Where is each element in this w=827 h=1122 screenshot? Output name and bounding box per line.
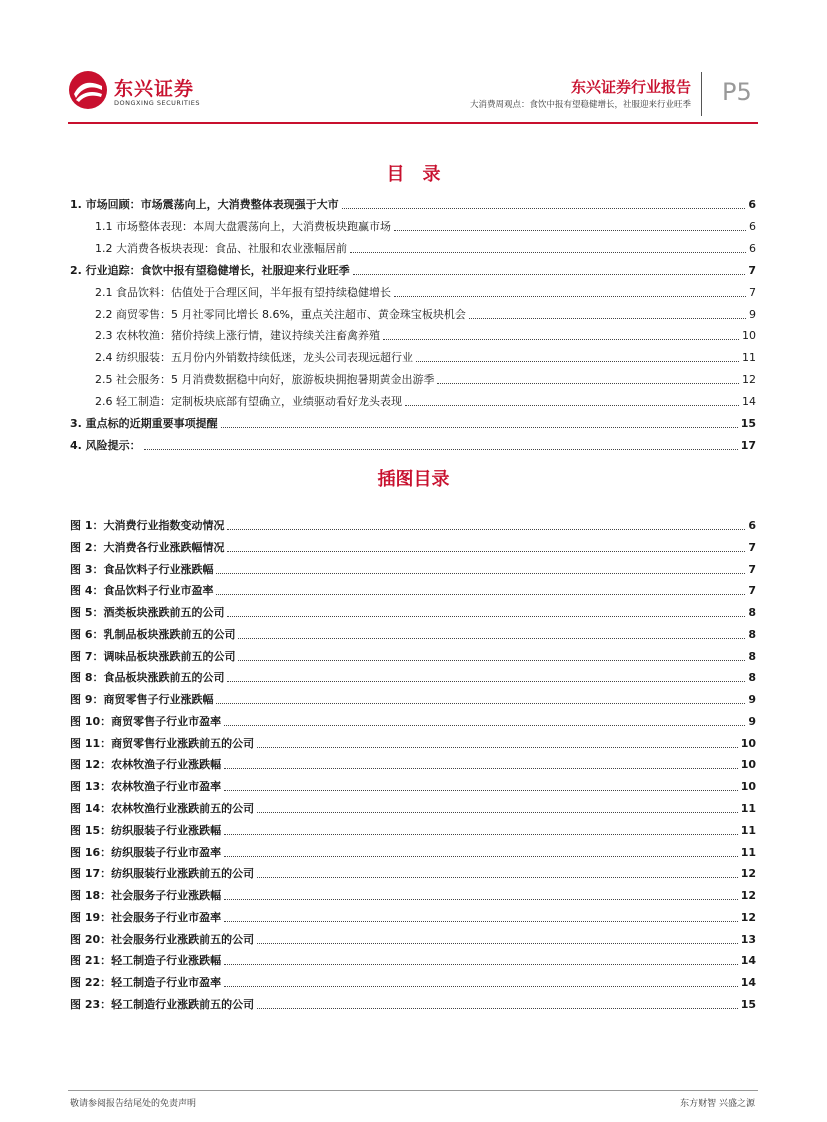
figure-entry[interactable] <box>70 844 756 860</box>
dot-leader <box>216 594 745 595</box>
toc-entry-label: 2.5 社会服务：5 月消费数据稳中向好，旅游板块拥抱暑期黄金出游季 <box>95 373 435 387</box>
dot-leader <box>394 296 746 297</box>
figure-entry-page: 8 <box>748 649 756 663</box>
figure-entry-label: 图 15：纺织服装子行业涨跌幅 <box>70 823 222 837</box>
toc-entry[interactable] <box>95 393 756 409</box>
toc-entry[interactable] <box>95 306 756 322</box>
figure-entry-page: 8 <box>748 627 756 641</box>
dot-leader <box>416 361 739 362</box>
toc-entry-label: 4. 风险提示： <box>70 438 141 452</box>
figure-entry-label: 图 12：农林牧渔子行业涨跌幅 <box>70 758 222 772</box>
figure-entry-page: 9 <box>748 693 756 707</box>
figure-entry-label: 图 9：商贸零售子行业涨跌幅 <box>70 693 214 707</box>
footer-rule <box>68 1090 758 1091</box>
dot-leader <box>144 449 738 450</box>
figure-entry-page: 12 <box>740 889 756 903</box>
dot-leader <box>224 790 738 791</box>
dot-leader <box>216 573 745 574</box>
figure-entry-page: 14 <box>740 954 756 968</box>
figure-entry[interactable] <box>70 517 756 533</box>
figure-entry-label: 图 17：纺织服装行业涨跌前五的公司 <box>70 867 255 881</box>
figure-entry-page: 14 <box>740 976 756 990</box>
footer-disclaimer: 敬请参阅报告结尾处的免责声明 <box>70 1099 197 1109</box>
figure-entry[interactable] <box>70 952 756 968</box>
dot-leader <box>257 812 738 813</box>
toc-entry-label: 2. 行业追踪：食饮中报有望稳健增长，社服迎来行业旺季 <box>70 263 350 277</box>
logo-text-en: DONGXING SECURITIES <box>114 99 200 107</box>
figure-entry-label: 图 5：酒类板块涨跌前五的公司 <box>70 606 225 620</box>
toc-entry-label: 1.1 市场整体表现：本周大盘震荡向上，大消费板块跑赢市场 <box>95 219 391 233</box>
figure-entry-label: 图 2：大消费各行业涨跌幅情况 <box>70 540 225 554</box>
figure-entry[interactable] <box>70 778 756 794</box>
figure-entry[interactable] <box>70 735 756 751</box>
dot-leader <box>224 899 738 900</box>
figure-entry-label: 图 8：食品板块涨跌前五的公司 <box>70 671 225 685</box>
figure-entry-page: 7 <box>748 540 756 554</box>
figure-entry[interactable] <box>70 800 756 816</box>
figure-entry[interactable] <box>70 974 756 990</box>
figure-entry-page: 10 <box>740 780 756 794</box>
figure-entry-label: 图 13：农林牧渔子行业市盈率 <box>70 780 222 794</box>
toc-entry-page: 15 <box>740 417 756 430</box>
toc-entry[interactable] <box>95 240 756 256</box>
toc-entry-label: 2.1 食品饮料：估值处于合理区间，半年报有望持续稳健增长 <box>95 285 391 299</box>
toc-entry-page: 9 <box>749 307 756 321</box>
toc-entry-label: 3. 重点标的近期重要事项提醒 <box>70 417 218 430</box>
figure-entry[interactable] <box>70 582 756 598</box>
toc-entry-page: 6 <box>749 219 756 233</box>
dot-leader <box>224 768 738 769</box>
report-title: 东兴证券行业报告 <box>570 78 691 96</box>
dot-leader <box>221 427 738 428</box>
toc-entry[interactable] <box>70 437 756 453</box>
toc-entry-label: 2.3 农林牧渔：猪价持续上涨行情，建议持续关注畜禽养殖 <box>95 329 380 343</box>
toc-entry-label: 2.2 商贸零售：5 月社零同比增长 8.6%，重点关注超市、黄金珠宝板块机会 <box>95 307 466 321</box>
toc-entry-page: 11 <box>742 351 756 365</box>
figure-entry[interactable] <box>70 713 756 729</box>
toc-entry-page: 14 <box>742 395 756 409</box>
toc-entry-label: 2.6 轻工制造：定制板块底部有望确立，业绩驱动看好龙头表现 <box>95 395 402 409</box>
figure-list-title: 插图目录 <box>377 469 450 490</box>
dot-leader <box>350 252 746 253</box>
figure-entry[interactable] <box>70 648 756 664</box>
dot-leader <box>224 921 738 922</box>
toc-entry[interactable] <box>70 196 756 212</box>
dot-leader <box>238 660 745 661</box>
dot-leader <box>257 747 738 748</box>
dot-leader <box>227 681 745 682</box>
figure-entry[interactable] <box>70 561 756 577</box>
toc-entry[interactable] <box>95 327 756 343</box>
figure-entry-label: 图 18：社会服务子行业涨跌幅 <box>70 889 222 903</box>
logo-text-cn: 东兴证券 <box>114 78 195 100</box>
dot-leader <box>224 964 738 965</box>
toc-entry[interactable] <box>95 284 756 300</box>
figure-entry[interactable] <box>70 756 756 772</box>
dot-leader <box>469 318 746 319</box>
figure-entry-label: 图 4：食品饮料子行业市盈率 <box>70 584 214 598</box>
figure-entry[interactable] <box>70 604 756 620</box>
toc-entry[interactable] <box>95 349 756 365</box>
dot-leader <box>216 703 745 704</box>
figure-entry-label: 图 6：乳制品板块涨跌前五的公司 <box>70 627 236 641</box>
figure-entry-label: 图 21：轻工制造子行业涨跌幅 <box>70 954 222 968</box>
header-divider <box>701 72 702 116</box>
dot-leader <box>353 274 746 275</box>
dot-leader <box>238 638 745 639</box>
dot-leader <box>394 230 746 231</box>
figure-entry-page: 11 <box>740 845 756 859</box>
figure-entry-label: 图 16：纺织服装子行业市盈率 <box>70 845 222 859</box>
figure-entry-label: 图 10：商贸零售子行业市盈率 <box>70 714 222 728</box>
figure-entry-page: 7 <box>748 584 756 598</box>
report-subtitle: 大消费周观点：食饮中报有望稳健增长，社服迎来行业旺季 <box>469 100 691 110</box>
toc-entry-label: 2.4 纺织服装：五月份内外销数持续低迷，龙头公司表现远超行业 <box>95 351 413 365</box>
figure-entry[interactable] <box>70 669 756 685</box>
dot-leader <box>257 1008 738 1009</box>
dot-leader <box>224 725 745 726</box>
toc-entry[interactable] <box>70 415 756 431</box>
dot-leader <box>224 856 738 857</box>
header-rule <box>68 122 758 124</box>
page-number: P5 <box>722 78 752 106</box>
dot-leader <box>342 208 746 209</box>
dot-leader <box>224 834 738 835</box>
logo-emblem-icon <box>68 70 108 110</box>
toc-entry-label: 1.2 大消费各板块表现：食品、社服和农业涨幅居前 <box>95 241 347 255</box>
figure-entry-label: 图 14：农林牧渔行业涨跌前五的公司 <box>70 802 255 815</box>
figure-entry-page: 13 <box>740 932 756 946</box>
figure-entry[interactable] <box>70 539 756 555</box>
toc-entry-page: 7 <box>749 285 756 299</box>
dot-leader <box>257 943 738 944</box>
company-logo <box>68 70 208 116</box>
dot-leader <box>227 529 745 530</box>
dot-leader <box>224 986 738 987</box>
figure-entry-label: 图 23：轻工制造行业涨跌前五的公司 <box>70 997 255 1011</box>
figure-entry-page: 12 <box>740 867 756 881</box>
toc-entry[interactable] <box>95 218 756 234</box>
toc-title: 目 录 <box>386 164 441 185</box>
figure-entry-page: 12 <box>740 910 756 924</box>
footer-slogan: 东方财智 兴盛之源 <box>680 1099 755 1109</box>
toc-entry[interactable] <box>95 371 756 387</box>
dot-leader <box>227 616 745 617</box>
figure-entry-page: 11 <box>740 823 756 837</box>
figure-entry[interactable] <box>70 931 756 947</box>
toc-entry-page: 6 <box>749 241 756 255</box>
figure-entry-label: 图 22：轻工制造子行业市盈率 <box>70 976 222 990</box>
figure-entry-label: 图 7：调味品板块涨跌前五的公司 <box>70 649 236 663</box>
figure-entry-label: 图 3：食品饮料子行业涨跌幅 <box>70 562 214 576</box>
figure-entry[interactable] <box>70 822 756 838</box>
toc-entry-page: 6 <box>748 198 756 211</box>
figure-entry-label: 图 1：大消费行业指数变动情况 <box>70 519 225 532</box>
figure-entry-page: 10 <box>740 736 756 750</box>
figure-entry[interactable] <box>70 865 756 881</box>
figure-entry-label: 图 11：商贸零售行业涨跌前五的公司 <box>70 736 255 750</box>
figure-entry-page: 11 <box>740 802 756 815</box>
figure-entry-label: 图 20：社会服务行业涨跌前五的公司 <box>70 932 255 946</box>
dot-leader <box>437 383 739 384</box>
figure-entry[interactable] <box>70 887 756 903</box>
figure-entry-page: 6 <box>748 519 756 532</box>
toc-entry-page: 10 <box>742 329 756 343</box>
figure-entry-page: 10 <box>740 758 756 772</box>
dot-leader <box>227 551 745 552</box>
toc-entry-page: 17 <box>740 438 756 452</box>
figure-entry[interactable] <box>70 909 756 925</box>
toc-entry[interactable] <box>70 262 756 278</box>
dot-leader <box>383 339 739 340</box>
figure-entry-page: 15 <box>740 997 756 1011</box>
toc-entry-page: 7 <box>748 263 756 277</box>
figure-entry[interactable] <box>70 626 756 642</box>
page-header <box>0 0 827 128</box>
figure-entry-page: 7 <box>748 562 756 576</box>
figure-entry-page: 8 <box>748 671 756 685</box>
toc-entry-label: 1. 市场回顾：市场震荡向上，大消费整体表现强于大市 <box>70 198 339 211</box>
dot-leader <box>405 405 739 406</box>
figure-entry[interactable] <box>70 691 756 707</box>
figure-entry[interactable] <box>70 996 756 1012</box>
figure-entry-label: 图 19：社会服务子行业市盈率 <box>70 910 222 924</box>
toc-entry-page: 12 <box>742 373 756 387</box>
figure-entry-page: 8 <box>748 606 756 620</box>
figure-entry-page: 9 <box>748 714 756 728</box>
dot-leader <box>257 877 738 878</box>
